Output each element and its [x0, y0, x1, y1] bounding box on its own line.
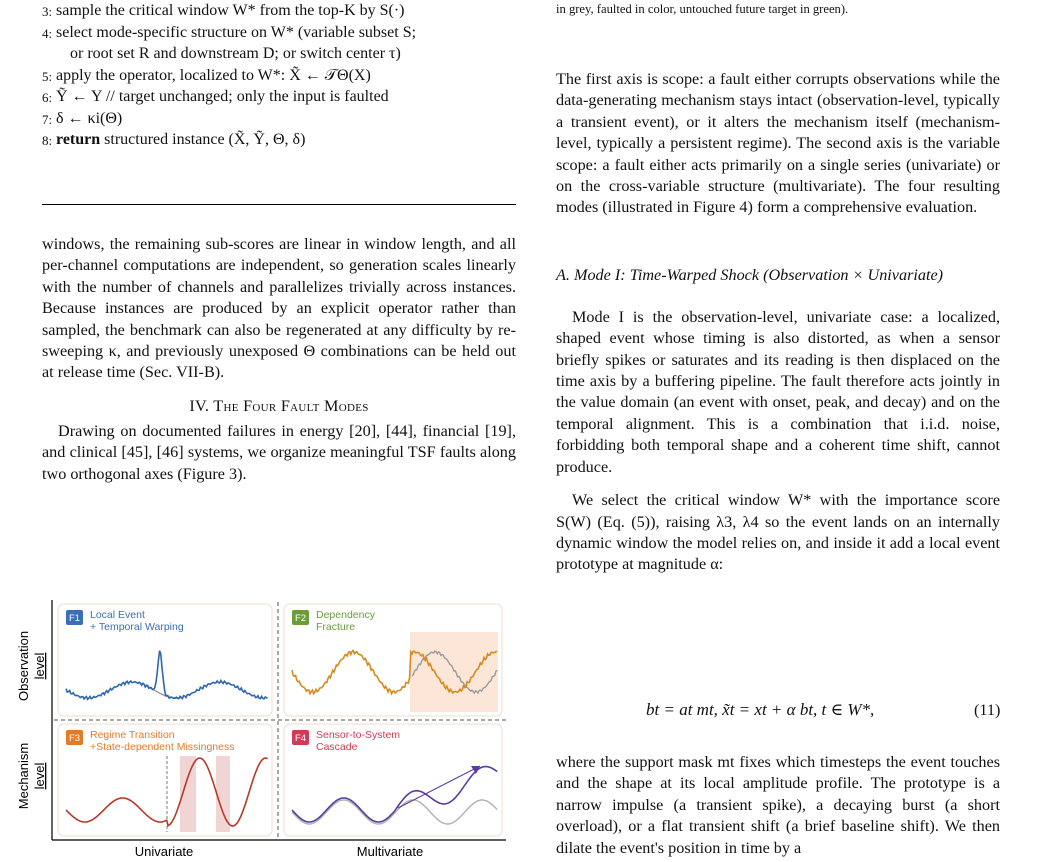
svg-text:F2: F2: [294, 613, 307, 624]
right-paragraph-3: We select the critical window W* with the importance score S(W) (Eq. (5)), raising λ3, λ4 so the event lands on an internally dynamic window the model relies on, and inside it add a local event prototype at magnitude α:: [556, 491, 1000, 574]
left-paragraph-1: windows, the remaining sub-scores are linear in window length, and all per-channel computations are independent, so generation scales linearly with the number of channels and parallelizes trivially across instances. Because instances are produced by an explicit operator rather than sampled, the benchmark can also be regenerated at any difficulty by re-sweeping κ, and previously unexposed Θ combinations can be held out at release time (Sec. VII-B).: [42, 235, 516, 382]
row-label-mechanism-2: level: [32, 762, 47, 790]
algo-line-4: 4: select mode-specific structure on W* (variable subset S;: [42, 23, 417, 41]
right-paragraph-2: Mode I is the observation-level, univariate case: a localized, shaped event whose timing is also distorted, as when a sensor briefly spikes or saturates and its reading is then displaced on the time axis by a buffering pipeline. The fault therefore acts jointly in the value domain (an event with onset, peak, and decay) and on the temporal alignment. This is a combination that i.i.d. noise, forbidding both temporal shape and a coherent time shift, cannot produce.: [556, 307, 1000, 476]
panel-f1-title-2: + Temporal Warping: [90, 621, 184, 633]
col-label-univariate: Univariate: [134, 844, 194, 859]
algo-line-6: 6: Ỹ ← Y // target unchanged; only the input is faulted: [42, 88, 389, 105]
algorithm-bottom-rule: [42, 204, 516, 205]
panel-f4-title-1: Sensor-to-System: [316, 729, 401, 741]
col-label-multivariate: Multivariate: [356, 844, 424, 859]
svg-text:F1: F1: [68, 613, 81, 624]
algo-line-5: 5: apply the operator, localized to W*: X̃ ← 𝒯Θ(X): [42, 66, 371, 84]
row-label-observation-2: level: [32, 652, 47, 680]
algo-line-7: 7: δ ← κi(Θ): [42, 109, 123, 127]
svg-text:F4: F4: [294, 733, 307, 744]
algo-line-3: 3: sample the critical window W* from the top-K by S(·): [42, 2, 405, 19]
row-label-observation-1: Observation: [16, 630, 31, 702]
algorithm-block: [42, 0, 516, 208]
f3-missing-band-2: [216, 756, 230, 832]
panel-f3-title-1: Regime Transition: [90, 729, 175, 741]
panel-f3-title-2: +State-dependent Missingness: [90, 741, 235, 753]
section-title: IV. The Four Fault Modes: [189, 396, 369, 415]
right-paragraph-1: The first axis is scope: a fault either corrupts observations while the data-generating mechanism stays intact (observation-level, typically a transient event), or it alters the mechanism itself (mechanism-level, typically a persistent regime). The second axis is the variable scope: a fault either acts primarily on a single series (univariate) or on the cross-variable structure (multivariate). The four resulting modes (illustrated in Figure 4) form a comprehensive evaluation.: [556, 70, 1000, 217]
svg-text:F3: F3: [68, 733, 81, 744]
row-label-mechanism-1: Mechanism: [16, 742, 31, 810]
algo-line-4-cont: or root set R and downstream D; or switch center τ): [70, 45, 401, 62]
equation-11: bt = at mt, x̃t = xt + α bt, t ∈ W*,: [646, 700, 875, 719]
algo-line-8: 8: return structured instance (X̃, Ỹ, Θ, δ): [42, 131, 306, 148]
left-paragraph-2: Drawing on documented failures in energy [20], [44], financial [19], and clinical [45], [46] systems, we organize meaningful TSF faults along two orthogonal axes (Figure 3).: [42, 421, 516, 483]
panel-f2-title-2: Fracture: [316, 621, 356, 633]
subsection-title: A. Mode I: Time-Warped Shock (Observation × Univariate): [556, 265, 944, 284]
f2-fault-window: [410, 632, 498, 712]
equation-number: (11): [974, 701, 1001, 719]
right-paragraph-4: where the support mask mt fixes which timesteps the event touches and the shape at its local amplitude profile. The prototype is a narrow impulse (a transient spike), a decaying burst (a short overload), or a flat transient shift (a brief baseline shift). We then dilate the event's position in time by a: [556, 753, 1000, 857]
fault-modes-figure: [14, 596, 514, 862]
figure-caption-fragment: in grey, faulted in color, untouched future target in green).: [556, 2, 849, 16]
panel-f1-title-1: Local Event: [90, 609, 145, 621]
panel-f4-title-2: Cascade: [316, 741, 358, 753]
panel-f2-title-1: Dependency: [316, 609, 375, 621]
